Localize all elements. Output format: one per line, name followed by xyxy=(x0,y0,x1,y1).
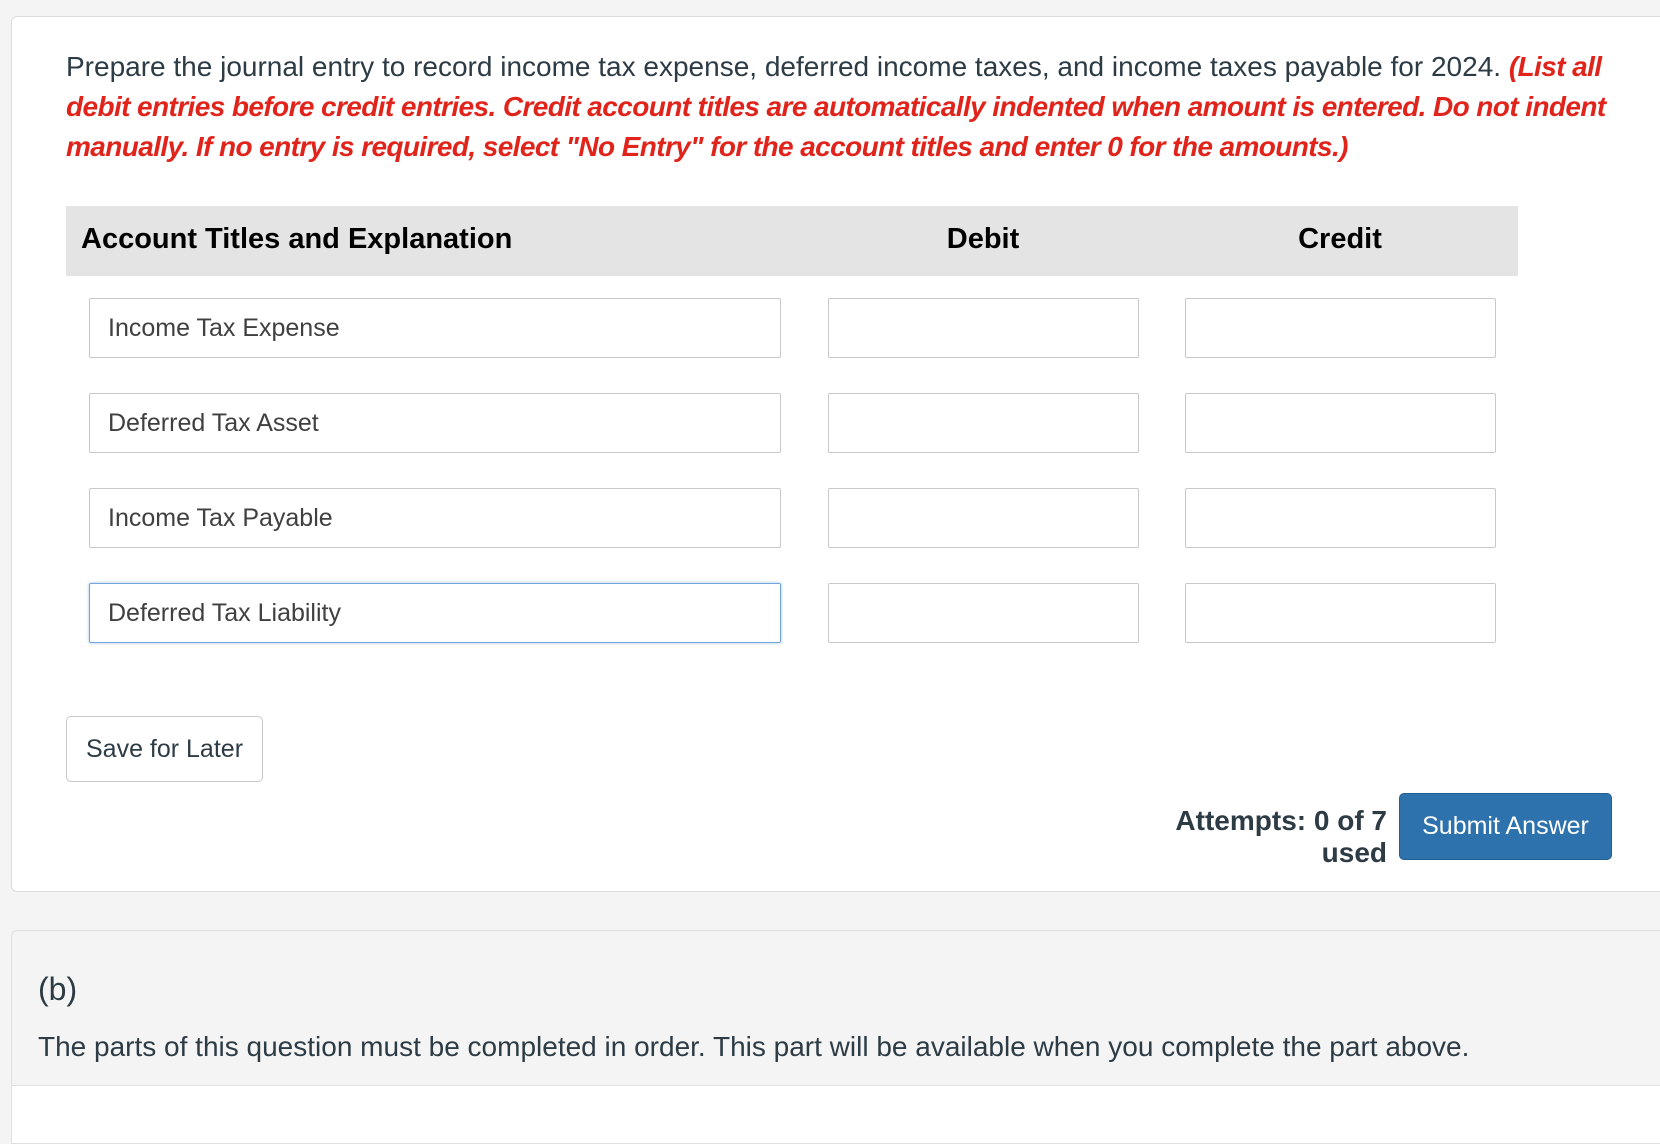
header-credit: Credit xyxy=(1298,223,1382,255)
debit-input-1[interactable] xyxy=(828,298,1139,358)
top-strip xyxy=(0,0,1660,16)
table-row xyxy=(66,466,1518,561)
table-row xyxy=(66,561,1518,656)
account-title-input-1[interactable] xyxy=(89,298,781,358)
table-header xyxy=(66,206,1518,276)
question-note: (List all debit entries before credit entries. Credit account titles are automatically indented when amount is entered. Do not indent manually. If no entry is required, select "No Entry" for the account titles and enter 0 for the amounts.) xyxy=(66,51,1606,162)
debit-input-4[interactable] xyxy=(828,583,1139,643)
table-row xyxy=(66,276,1518,371)
part-b-message: The parts of this question must be completed in order. This part will be available when you complete the part above. xyxy=(38,1031,1470,1062)
debit-input-3[interactable] xyxy=(828,488,1139,548)
debit-input-2[interactable] xyxy=(828,393,1139,453)
account-title-input-2[interactable] xyxy=(89,393,781,453)
submit-answer-button[interactable]: Submit Answer xyxy=(1399,793,1612,860)
credit-input-1[interactable] xyxy=(1185,298,1496,358)
credit-input-4[interactable] xyxy=(1185,583,1496,643)
part-b-panel xyxy=(11,930,1660,1086)
part-a-panel xyxy=(11,16,1660,892)
question-instructions xyxy=(66,47,1626,167)
account-title-input-4[interactable] xyxy=(89,583,781,643)
attempts-counter: Attempts: 0 of 7 used xyxy=(1175,805,1387,868)
credit-input-3[interactable] xyxy=(1185,488,1496,548)
next-panel xyxy=(11,1086,1660,1144)
journal-entry-table xyxy=(66,206,1518,656)
question-lead: Prepare the journal entry to record income tax expense, deferred income taxes, and income taxes payable for 2024. xyxy=(66,51,1502,82)
table-row xyxy=(66,371,1518,466)
account-title-input-3[interactable] xyxy=(89,488,781,548)
header-account-titles: Account Titles and Explanation xyxy=(81,223,513,255)
credit-input-2[interactable] xyxy=(1185,393,1496,453)
part-b-label: (b) xyxy=(38,971,78,1007)
save-for-later-button[interactable]: Save for Later xyxy=(66,716,263,782)
header-debit: Debit xyxy=(946,223,1020,255)
